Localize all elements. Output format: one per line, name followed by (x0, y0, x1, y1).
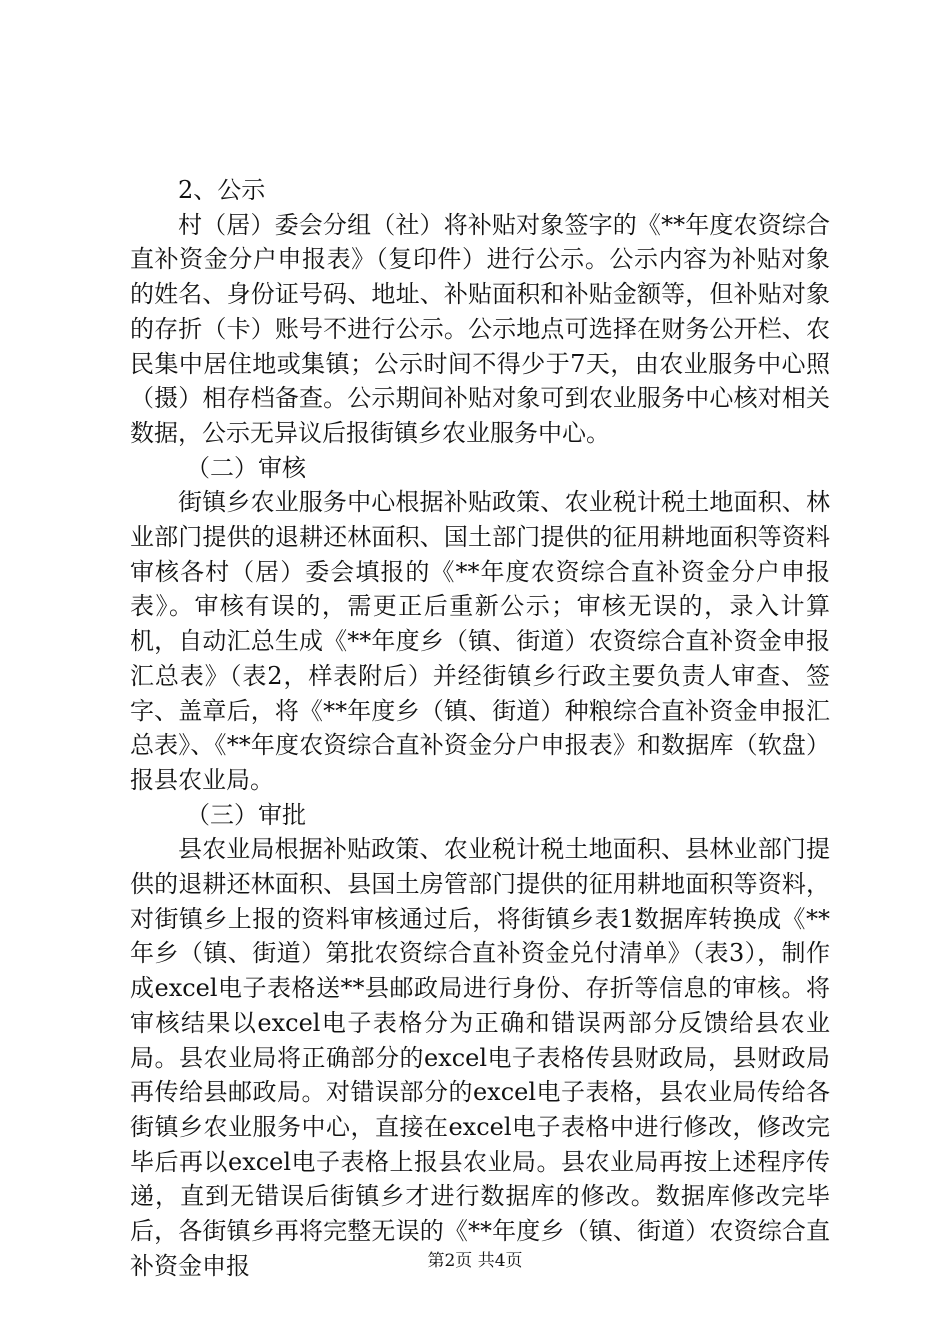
section-heading-review: （二）审核 (186, 453, 306, 482)
paragraph-review: 街镇乡农业服务中心根据补贴政策、农业税计税土地面积、林业部门提供的退耕还林面积、国土部门提供的征用耕地面积等资料审核各村（居）委会填报的《**年度农资综合直补资金分户申报表》。审核有误的，需更正后重新公示；审核无误的，录入计算机，自动汇总生成《**年度乡（镇、街道）农资综合直补资金申报汇总表》（表2，样表附后）并经街镇乡行政主要负责人审查、签字、盖章后，将《**年度乡（镇、街道）种粮综合直补资金申报汇总表》、《**年度农资综合直补资金分户申报表》和数据库（软盘）报县农业局。 (130, 488, 830, 794)
section-heading-publicity: 2、公示 (178, 176, 266, 204)
paragraph-approval: 县农业局根据补贴政策、农业税计税土地面积、县林业部门提供的退耕还林面积、县国土房管部门提供的征用耕地面积等资料，对街镇乡上报的资料审核通过后，将街镇乡表1数据库转换成《**年乡（镇、街道）第批农资综合直补资金兑付清单》（表3），制作成excel电子表格送**县邮政局进行身份、存折等信息的审核。将审核结果以excel电子表格分为正确和错误两部分反馈给县农业局。县农业局将正确部分的excel电子表格传县财政局，县财政局再传给县邮政局。对错误部分的excel电子表格，县农业局传给各街镇乡农业服务中心，直接在excel电子表格中进行修改，修改完毕后再以excel电子表格上报县农业局。县农业局再按上述程序传递，直到无错误后街镇乡才进行数据库的修改。数据库修改完毕后，各街镇乡再将完整无误的《**年度乡（镇、街道）农资综合直补资金申报 (130, 835, 830, 1280)
section-heading-approval: （三）审批 (186, 800, 306, 829)
paragraph-publicity: 村（居）委会分组（社）将补贴对象签字的《**年度农资综合直补资金分户申报表》（复印件）进行公示。公示内容为补贴对象的姓名、身份证号码、地址、补贴面积和补贴金额等，但补贴对象的存折（卡）账号不进行公示。公示地点可选择在财务公开栏、农民集中居住地或集镇；公示时间不得少于7天，由农业服务中心照（摄）相存档备查。公示期间补贴对象可到农业服务中心核对相关数据，公示无异议后报街镇乡农业服务中心。 (130, 210, 830, 447)
document-body (130, 173, 830, 1284)
page-number-footer: 第2页 共4页 (427, 1251, 523, 1271)
